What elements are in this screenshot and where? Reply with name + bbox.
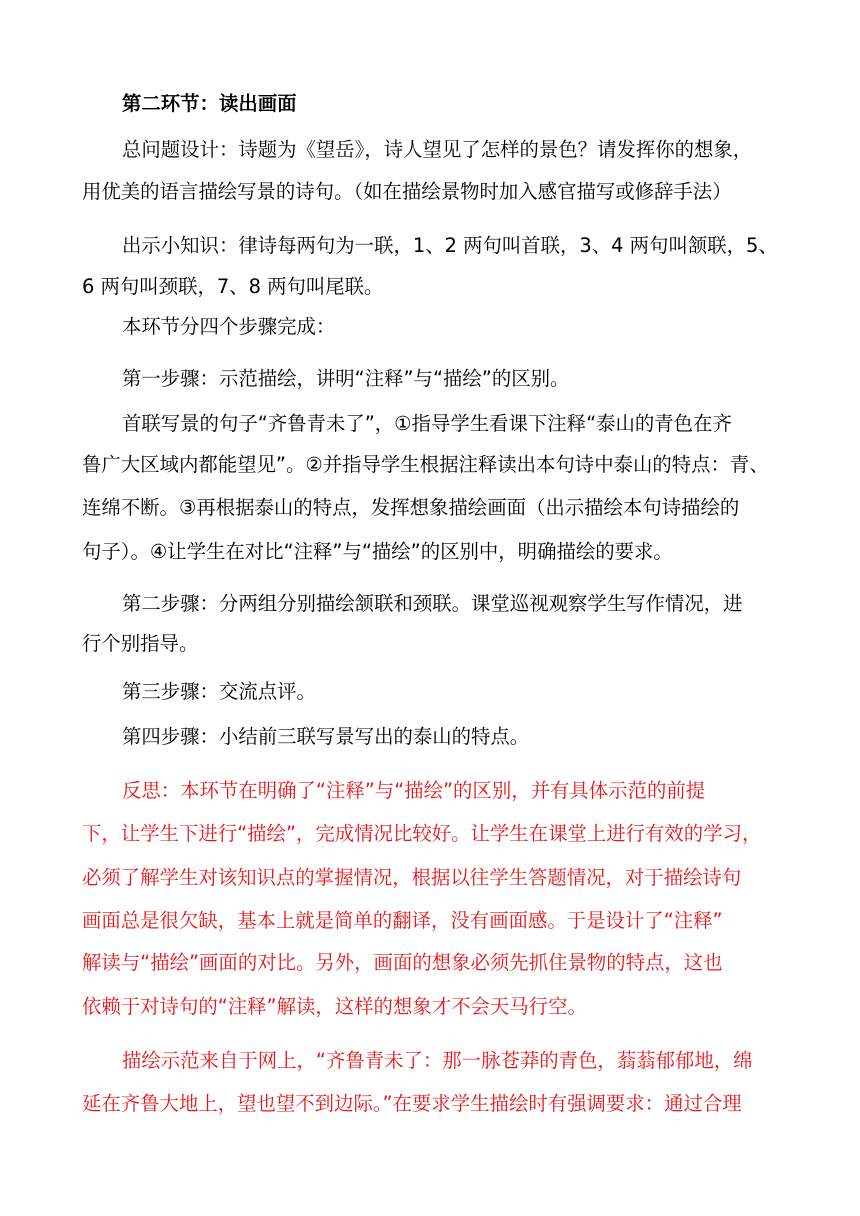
reflection-line: 描绘示范来自于网上，“齐鲁青未了：那一脉苍莽的青色，蓊蓊郁郁地，绵: [122, 1049, 753, 1072]
reflection-line: 画面总是很欠缺，基本上就是简单的翻译，没有画面感。于是设计了“注释”: [82, 909, 723, 932]
reflection-line: 下，让学生下进行“描绘”，完成情况比较好。让学生在课堂上进行有效的学习，: [82, 822, 762, 845]
reflection-line: 延在齐鲁大地上，望也望不到边际。”在要求学生描绘时有强调要求：通过合理: [82, 1092, 742, 1115]
paragraph-line: 连绵不断。③再根据泰山的特点，发挥想象描绘画面（出示描绘本句诗描绘的: [82, 496, 740, 519]
paragraph-line: 第三步骤：交流点评。: [122, 680, 316, 703]
paragraph-line: 出示小知识：律诗每两句为一联，1、2 两句叫首联，3、4 两句叫颔联，5、: [122, 234, 778, 257]
paragraph-line: 第四步骤：小结前三联写景写出的泰山的特点。: [122, 725, 530, 748]
paragraph-line: 第一步骤：示范描绘，讲明“注释”与“描绘”的区别。: [122, 367, 570, 390]
paragraph-line: 用优美的语言描绘写景的诗句。（如在描绘景物时加入感官描写或修辞手法）: [82, 180, 732, 203]
section-heading: 第二环节：读出画面: [122, 92, 297, 115]
reflection-line: 必须了解学生对该知识点的掌握情况，根据以往学生答题情况，对于描绘诗句: [82, 866, 742, 889]
paragraph-line: 首联写景的句子“齐鲁青未了”，①指导学生看课下注释“泰山的青色在齐: [122, 412, 732, 435]
reflection-line: 解读与“描绘”画面的对比。另外，画面的想象必须先抓住景物的特点，这也: [82, 951, 723, 974]
paragraph-line: 总问题设计：诗题为《望岳》，诗人望见了怎样的景色？请发挥你的想象，: [122, 138, 753, 161]
paragraph-line: 6 两句叫颈联，7、8 两句叫尾联。: [82, 275, 384, 298]
paragraph-line: 第二步骤：分两组分别描绘颔联和颈联。课堂巡视观察学生写作情况，进: [122, 592, 743, 615]
paragraph-line: 本环节分四个步骤完成：: [122, 315, 336, 338]
paragraph-line: 句子）。④让学生在对比“注释”与“描绘”的区别中，明确描绘的要求。: [82, 540, 673, 563]
reflection-line: 反思：本环节在明确了“注释”与“描绘”的区别，并有具体示范的前提: [122, 779, 706, 802]
paragraph-line: 鲁广大区域内都能望见”。②并指导学生根据注释读出本句诗中泰山的特点：青、: [82, 453, 769, 476]
paragraph-line: 行个别指导。: [82, 632, 199, 655]
reflection-line: 依赖于对诗句的“注释”解读，这样的想象才不会天马行空。: [82, 995, 587, 1018]
